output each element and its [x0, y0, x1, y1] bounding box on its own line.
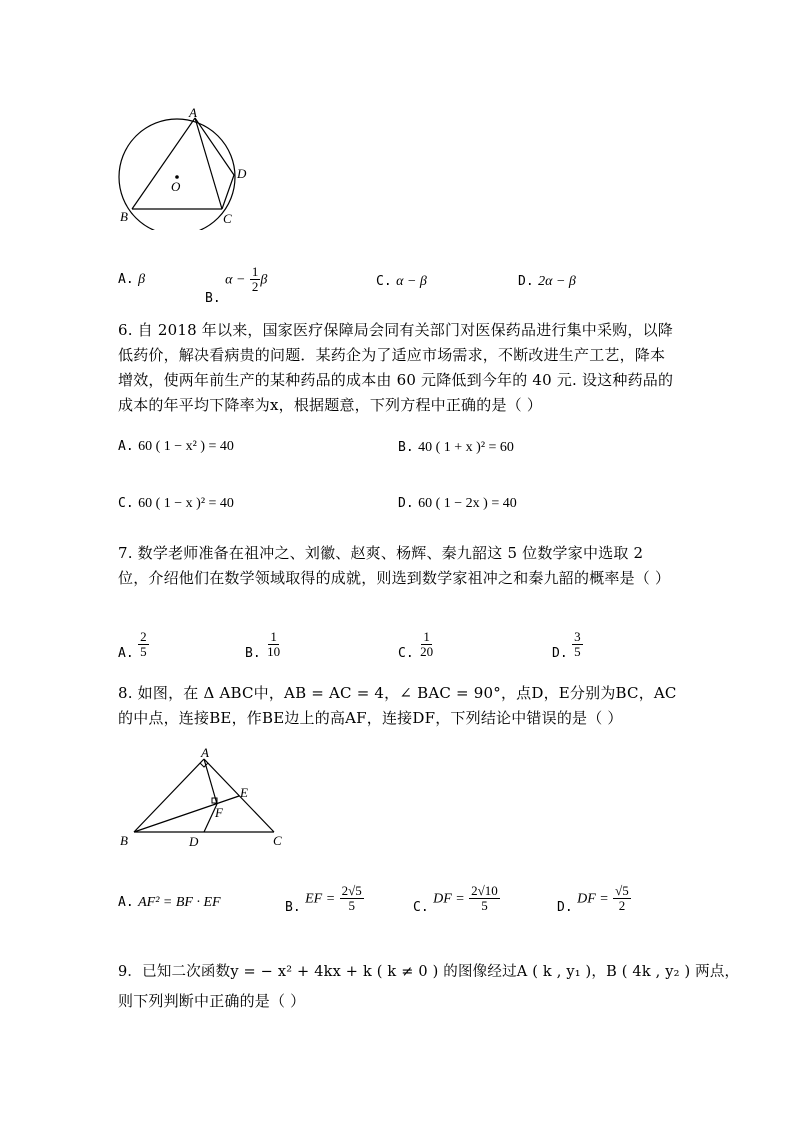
label-c: C	[273, 833, 282, 848]
q9-stem-line2: 则下列判断中正确的是（ ）	[118, 992, 306, 1010]
q7-stem: 7. 数学老师准备在祖冲之、刘徽、赵爽、杨辉、秦九韶这 5 位数学家中选取 2 位，介绍他们在数学领域取得的成就，则选到数学家祖冲之和秦九韶的概率是（ ）	[118, 544, 671, 587]
segment-ad	[195, 118, 234, 175]
label-e: E	[240, 785, 248, 800]
q7-option-c[interactable]: C. $\frac{1}{20}$	[398, 629, 434, 661]
q8-stem: 8. 如图，在 Δ ABC中，AB = AC = 4，∠ BAC = 90°，点D，E分别为BC，AC的中点，连接BE，作BE边上的高AF，连接DF，下列结论中错误的是（ ）	[118, 684, 677, 727]
label-d: D	[237, 166, 247, 181]
label-o: O	[171, 179, 181, 194]
segment-ab	[134, 759, 204, 832]
segment-ac	[195, 118, 222, 209]
q7-option-b[interactable]: B. $\frac{1}{10}$	[245, 629, 281, 661]
label-c: C	[223, 211, 232, 226]
q8-option-c[interactable]: C. DF = $\frac{2√10}{5}$	[413, 883, 498, 915]
q5-option-c[interactable]: C. α − β	[376, 274, 427, 289]
q5-option-b[interactable]: B. α − $\frac{1}{2}$ β	[205, 264, 268, 306]
q6-stem: 6. 自 2018 年以来，国家医疗保障局会同有关部门对医保药品进行集中采购，以降低药价，解决看病贵的问题．某药企为了适应市场需求，不断改进生产工艺，降本增效，使两年前生产的某种药品的成本由 60 元降低到今年的 40 元. 设这种药品的成本的年平均下降率为x，根据题意，下列方程中正确的是（ ）	[118, 321, 674, 414]
q8-triangle-figure	[112, 745, 292, 855]
q7-option-d[interactable]: D. $\frac{3}{5}$	[552, 629, 581, 661]
q5-circle-figure	[110, 105, 260, 230]
q7-option-a[interactable]: A. $\frac{2}{5}$	[118, 629, 147, 661]
q5-option-d[interactable]: D. 2α − β	[518, 274, 576, 289]
segment-be	[134, 796, 239, 832]
q8-option-b[interactable]: B. EF = $\frac{2√5}{5}$	[285, 883, 362, 915]
label-a: A	[189, 105, 197, 120]
q9-stem-line1: 9．已知二次函数y = − x² + 4kx + k ( k ≠ 0 ) 的图像经过A ( k , y₁ )，B ( 4k , y₂ ) 两点，	[118, 964, 740, 980]
label-b: B	[120, 209, 128, 224]
right-angle-mark-a	[200, 763, 208, 767]
q8-option-a[interactable]: A. AF² = BF · EF	[118, 895, 221, 910]
label-b: B	[120, 833, 128, 848]
q6-option-b[interactable]: B. 40 ( 1 + x )² = 60	[398, 440, 514, 455]
label-d: D	[189, 834, 199, 849]
q8-option-d[interactable]: D. DF = $\frac{√5}{2}$	[557, 883, 629, 915]
q6-option-c[interactable]: C. 60 ( 1 − x )² = 40	[118, 496, 234, 511]
q6-option-a[interactable]: A. 60 ( 1 − x² ) = 40	[118, 439, 234, 454]
label-a: A	[201, 745, 209, 760]
label-f: F	[215, 805, 223, 820]
q6-option-d[interactable]: D. 60 ( 1 − 2x ) = 40	[398, 496, 517, 511]
circle-o	[119, 119, 235, 230]
q5-option-a[interactable]: A. β	[118, 272, 146, 287]
